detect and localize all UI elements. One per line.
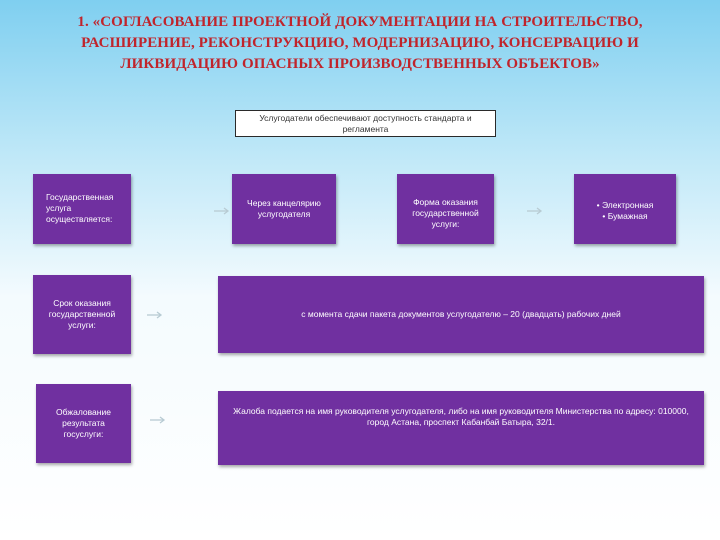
channel-text: Через канцелярию услугодателя — [247, 198, 321, 219]
accessibility-note-box — [235, 110, 496, 137]
form-value-paper: • Бумажная — [602, 211, 648, 221]
title-line-1: 1. «СОГЛАСОВАНИЕ ПРОЕКТНОЙ ДОКУМЕНТАЦИИ НА СТРОИТЕЛЬСТВО, — [77, 14, 643, 30]
service-provided-label-box — [33, 174, 131, 244]
form-label-text: Форма оказания государственной услуги: — [412, 197, 479, 229]
slide-title — [60, 12, 660, 75]
appeal-value-box — [218, 391, 704, 465]
term-value: с момента сдачи пакета документов услугодателю – 20 (двадцать) рабочих дней — [301, 309, 621, 319]
form-value-electronic: • Электронная — [596, 200, 654, 210]
arrow-2 — [527, 206, 545, 216]
appeal-value: Жалоба подается на имя руководителя услугодателя, либо на имя руководителя Министерства по адресу: 010000, город Астана, проспект Кабанбай Батыра, 32/1. — [233, 406, 689, 427]
form-values-box — [574, 174, 676, 244]
appeal-label-box — [36, 384, 131, 463]
channel-box — [232, 174, 336, 244]
accessibility-note-text: Услугодатели обеспечивают доступность стандарта и регламента — [259, 112, 472, 134]
title-line-3: ЛИКВИДАЦИЮ ОПАСНЫХ ПРОИЗВОДСТВЕННЫХ ОБЪЕКТОВ» — [120, 56, 600, 72]
term-label-box — [33, 275, 131, 354]
term-value-box — [218, 276, 704, 353]
term-label: Срок оказания государственной услуги: — [48, 298, 116, 330]
service-provided-label: Государственная услуга осуществляется: — [46, 192, 114, 224]
appeal-label: Обжалование результата госуслуги: — [56, 407, 111, 439]
arrow-1 — [214, 206, 232, 216]
form-label-box — [397, 174, 494, 244]
title-line-2: РАСШИРЕНИЕ, РЕКОНСТРУКЦИЮ, МОДЕРНИЗАЦИЮ, КОНСЕРВАЦИЮ И — [81, 35, 639, 51]
arrow-3 — [147, 310, 165, 320]
arrow-4 — [150, 415, 168, 425]
